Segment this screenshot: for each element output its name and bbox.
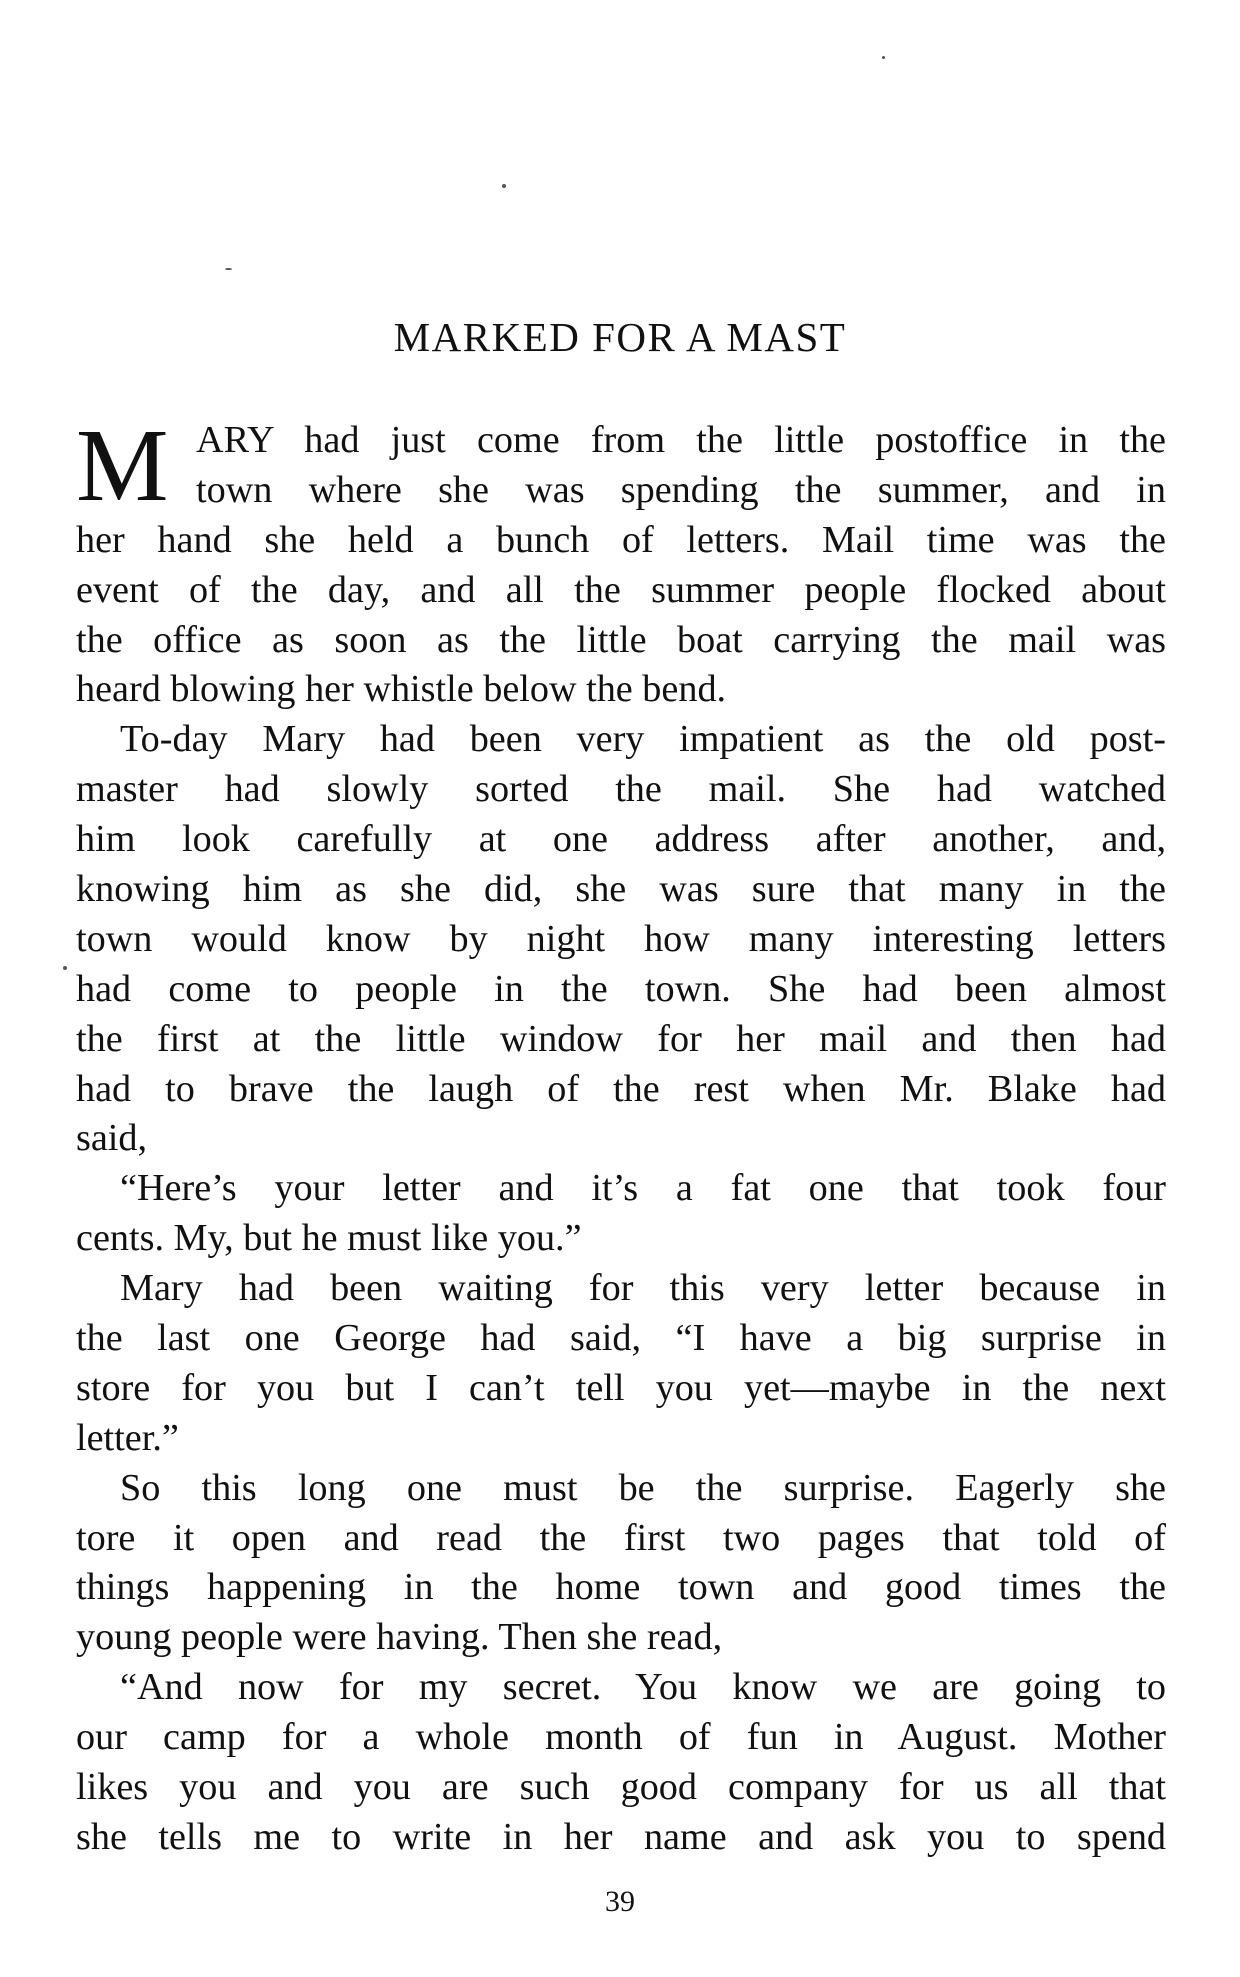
body-text [76,408,1166,1863]
print-speck [502,184,506,188]
text-line: she tells me to write in her name and ask you to spend [76,1815,1166,1858]
text-line: letter.” [76,1416,179,1459]
text-line: him look carefully at one address after another, and, [76,818,1166,861]
text-line: likes you and you are such good company for us all that [76,1766,1166,1809]
text-line: heard blowing her whistle below the bend. [76,668,727,711]
text-line: the first at the little window for her mail and then had [76,1017,1166,1060]
text-line: our camp for a whole month of fun in August. Mother [76,1716,1166,1759]
text-line: To-day Mary had been very impatient as the old post- [120,718,1166,761]
text-line: “And now for my secret. You know we are going to [120,1666,1166,1709]
print-speck [882,56,885,59]
text-line: town where she was spending the summer, and in [196,468,1166,511]
text-line: had come to people in the town. She had been almost [76,967,1166,1010]
text-line: the office as soon as the little boat carrying the mail was [76,618,1166,661]
text-line: things happening in the home town and good times the [76,1566,1166,1609]
text-line: had to brave the laugh of the rest when Mr. Blake had [76,1067,1166,1110]
text-line: young people were having. Then she read, [76,1616,723,1659]
chapter-title: MARKED FOR A MAST [393,314,847,360]
text-line: tore it open and read the first two pages that told of [76,1516,1166,1559]
text-line: her hand she held a bunch of letters. Mail time was the [76,518,1166,561]
page-number: 39 [605,1885,635,1918]
text-line: ARY had just come from the little postoffice in the [196,419,1166,461]
text-line: Mary had been waiting for this very letter because in [120,1267,1166,1310]
drop-cap: M [76,408,169,523]
text-line: master had slowly sorted the mail. She had watched [76,768,1166,811]
text-line: said, [76,1117,148,1160]
text-line: store for you but I can’t tell you yet—maybe in the next [76,1366,1166,1409]
text-line: So this long one must be the surprise. Eagerly she [120,1466,1166,1509]
text-line: event of the day, and all the summer people flocked about [76,568,1166,611]
text-line: cents. My, but he must like you.” [76,1217,582,1260]
print-speck [63,966,67,970]
text-line: the last one George had said, “I have a big surprise in [76,1317,1166,1360]
text-line: town would know by night how many interesting letters [76,917,1166,960]
text-line: “Here’s your letter and it’s a fat one that took four [120,1167,1166,1210]
text-line: knowing him as she did, she was sure that many in the [76,868,1166,911]
print-speck [225,268,232,270]
